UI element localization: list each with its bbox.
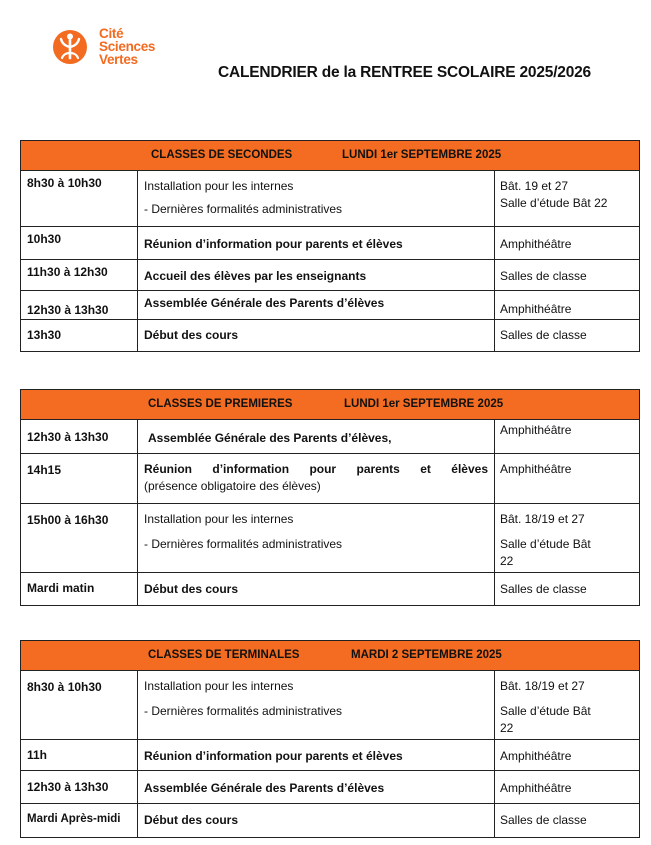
event-cell [138,671,495,739]
event-cell: Assemblée Générale des Parents d’élèves [138,771,495,803]
time-cell: 11h [21,740,138,770]
place-cell: Salles de classe [500,582,587,596]
event-cell: Réunion d’information pour parents et élèves [138,740,495,770]
date-label: MARDI 2 SEPTEMBRE 2025 [351,649,502,661]
brand-line: Sciences [99,39,156,54]
table-row [21,420,639,454]
place-line: Bât. 19 et 27 [500,179,569,193]
event-line: Installation pour les internes [144,179,294,193]
table-row [21,260,639,291]
place-line: 22 [500,554,514,568]
class-label: CLASSES DE TERMINALES [148,649,300,661]
place-cell: Salles de classe [500,328,587,342]
brand-line: Vertes [99,52,138,67]
page-title: CALENDRIER de la RENTREE SCOLAIRE 2025/2026 [218,64,591,81]
table-row [21,740,639,771]
place-line: Salle d’étude Bât 22 [500,196,608,210]
brand-wordmark [99,27,155,66]
table-header [21,141,639,171]
event-cell: Assemblée Générale des Parents d’élèves, [138,420,495,453]
time-cell: 8h30 à 10h30 [21,171,138,226]
place-cell: Amphithéâtre [500,237,572,251]
table-row [21,771,639,804]
table-header [21,390,639,420]
place-cell: Amphithéâtre [500,462,572,476]
time-cell: Mardi matin [21,573,138,605]
table-row [21,320,639,351]
event-cell [138,504,495,572]
event-note: (présence obligatoire des élèves) [144,479,321,493]
event-cell: Début des cours [138,804,495,837]
table-row [21,291,639,320]
place-cell: Amphithéâtre [500,749,572,763]
table-header [21,641,639,671]
event-line: - Dernières formalités administratives [144,537,343,551]
time-cell: 15h00 à 16h30 [21,504,138,572]
event-cell: Accueil des élèves par les enseignants [138,260,495,290]
table-row [21,227,639,260]
time-cell: 12h30 à 13h30 [21,420,138,453]
place-cell: Salles de classe [500,813,587,827]
leaf-person-icon [53,27,93,67]
event-cell: Réunion d’information pour parents et élèves [138,227,495,259]
place-line: Bât. 18/19 et 27 [500,512,585,526]
place-cell: Amphithéâtre [500,302,572,316]
table-row [21,504,639,573]
place-cell [495,671,639,739]
place-cell [495,171,639,226]
class-label: CLASSES DE SECONDES [151,149,293,161]
time-cell: 12h30 à 13h30 [21,291,138,319]
place-cell: Amphithéâtre [500,781,572,795]
time-cell: 13h30 [21,320,138,351]
event-line: - Dernières formalités administratives [144,704,343,718]
place-cell: Salles de classe [500,269,587,283]
place-line: Bât. 18/19 et 27 [500,679,585,693]
class-label: CLASSES DE PREMIERES [148,398,293,410]
time-cell: 12h30 à 13h30 [21,771,138,803]
brand-line: Cité [99,26,124,41]
event-cell [138,171,495,226]
place-cell: Amphithéâtre [500,423,572,437]
event-cell: Début des cours [138,320,495,351]
time-cell: Mardi Après-midi [21,804,138,837]
event-cell: Assemblée Générale des Parents d’élèves [138,291,495,319]
table-row [21,454,639,504]
schedule-table-secondes [20,140,640,352]
place-cell [495,504,639,572]
schedule-table-premieres [20,389,640,606]
event-cell: Début des cours [138,573,495,605]
table-row [21,804,639,837]
time-cell: 14h15 [21,454,138,503]
table-row [21,671,639,740]
time-cell: 10h30 [21,227,138,259]
event-cell [138,454,495,503]
date-label: LUNDI 1er SEPTEMBRE 2025 [342,149,502,161]
brand-logo [53,27,173,73]
place-line: 22 [500,721,514,735]
time-cell: 8h30 à 10h30 [21,671,138,739]
date-label: LUNDI 1er SEPTEMBRE 2025 [344,398,504,410]
event-line: Installation pour les internes [144,679,294,693]
schedule-table-terminales [20,640,640,838]
table-row [21,171,639,227]
event-line: Réunion d’information pour parents et élèves [144,462,488,476]
table-row [21,573,639,605]
time-cell: 11h30 à 12h30 [21,260,138,290]
event-line: Installation pour les internes [144,512,294,526]
place-line: Salle d’étude Bât [500,704,591,718]
place-line: Salle d’étude Bât [500,537,591,551]
event-line: - Dernières formalités administratives [144,202,343,216]
